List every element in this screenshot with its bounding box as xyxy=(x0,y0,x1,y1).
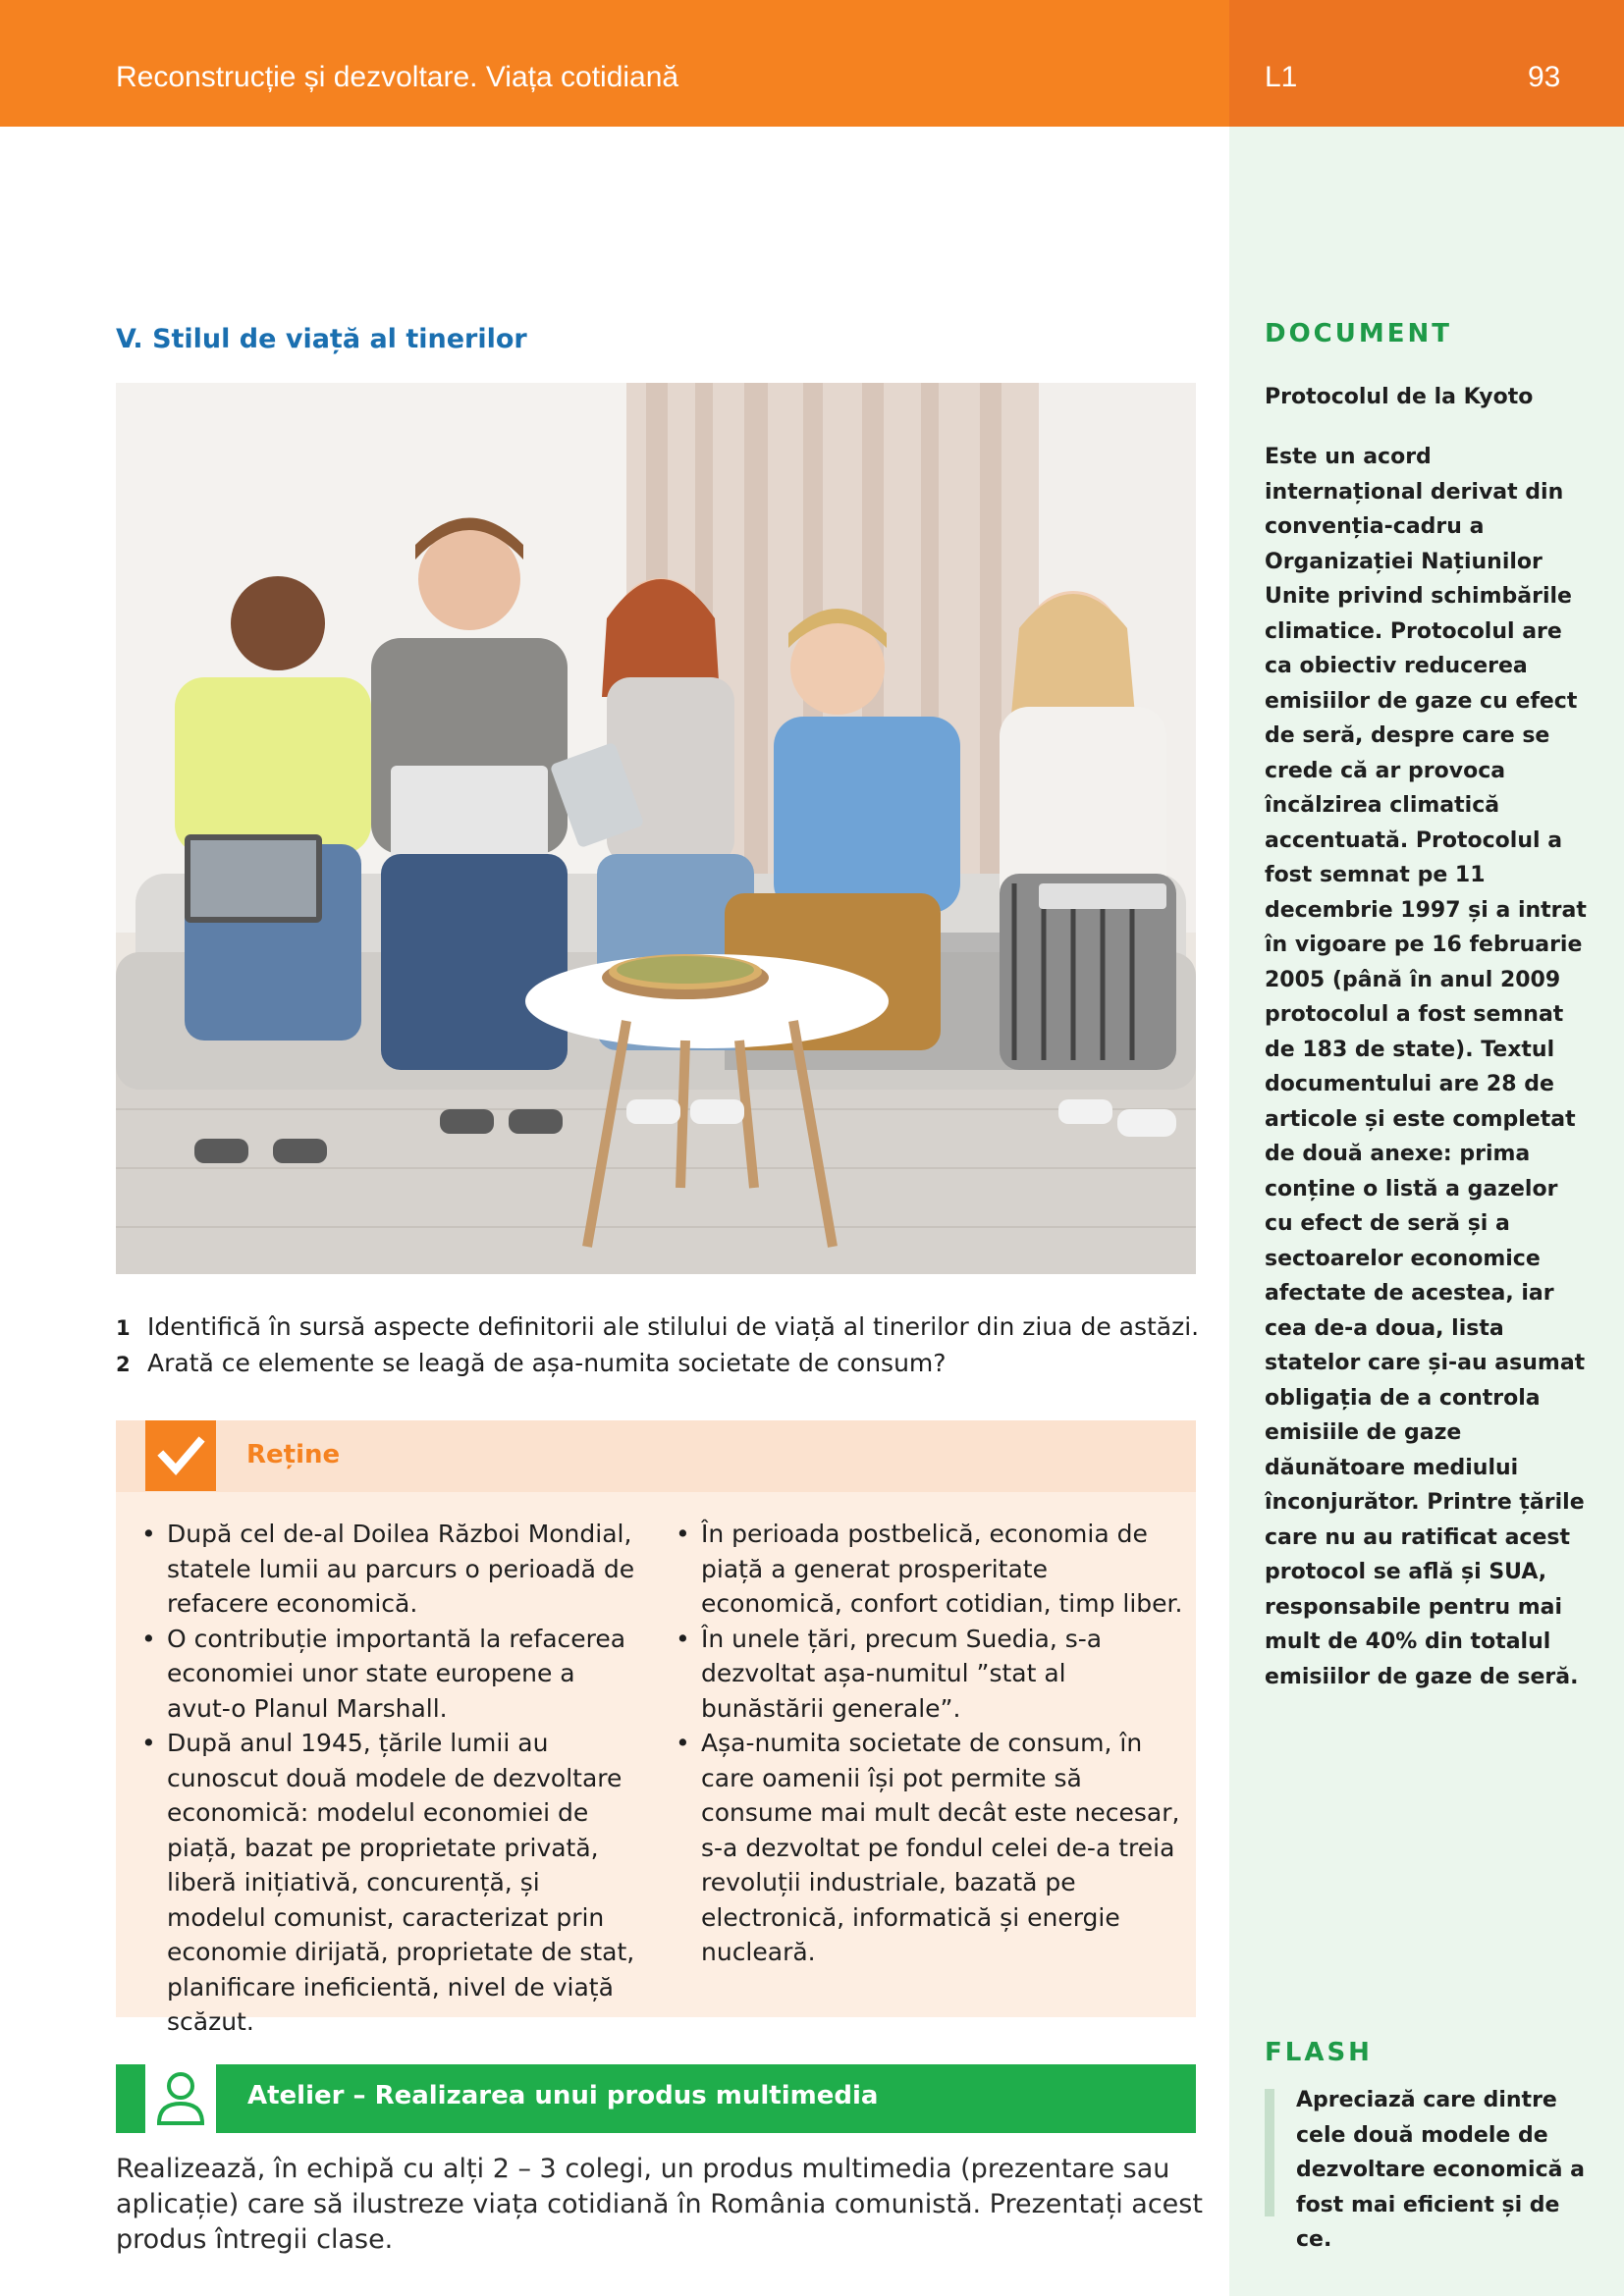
question-item xyxy=(116,1346,1206,1382)
question-text: Identifică în sursă aspecte definitorii ale stilului de viață al tinerilor din ziua de astăzi. xyxy=(147,1312,1200,1341)
retin-title: Reține xyxy=(246,1440,341,1469)
question-number: 2 xyxy=(116,1353,131,1376)
flash-bar xyxy=(1265,2089,1274,2216)
question-number: 1 xyxy=(116,1316,131,1340)
list-item: • După cel de-al Doilea Război Mondial, statele lumii au parcurs o perioadă de refacere economică. xyxy=(135,1517,646,1622)
list-item: • În perioada postbelică, economia de piață a generat prosperitate economică, confort cotidian, timp liber. xyxy=(670,1517,1190,1622)
lesson-code: L1 xyxy=(1265,61,1298,93)
flash-label: FLASH xyxy=(1265,2038,1373,2067)
teenagers-illustration xyxy=(116,383,1196,1274)
header-title: Reconstrucție și dezvoltare. Viața cotidiană xyxy=(116,61,679,93)
document-text: Este un acord internațional derivat din convenția-cadru a Organizației Națiunilor Unite privind schimbările climatice. Protocolul are ca obiectiv reducerea emisiilor de gaze cu efect de seră, despre care se crede că ar provoca încălzirea climatică accentuată. Protocolul a fost semnat pe 11 decembrie 1997 și a intrat în vigoare pe 16 februarie 2005 (până în anul 2009 protocolul a fost semnat de 183 de state). Textul documentului are 28 de articole și este completat de două anexe: prima conține o listă a gazelor cu efect de seră și a sectoarelor economice afectate de acestea, iar cea de-a doua, lista statelor care și-au asumat obligația de a controla emisiile de gaze dăunătoare mediului înconjurător. Printre țările care nu au ratificat acest protocol se află și SUA, responsabile pentru mai mult de 40% din totalul emisiilor de gaze de seră. xyxy=(1265,445,1587,1689)
retin-box xyxy=(116,1420,1196,2036)
page-header xyxy=(0,0,1229,127)
section-title: V. Stilul de viață al tinerilor xyxy=(116,324,527,354)
retin-column-right xyxy=(670,1517,1190,1970)
checkmark-icon xyxy=(145,1420,216,1491)
flash-text: Apreciază care dintre cele două modele de dezvoltare economică a fost mai eficient și de ce. xyxy=(1296,2088,1585,2252)
list-item: • În unele țări, precum Suedia, s-a dezvoltat așa-numitul ”stat al bunăstării generale”. xyxy=(670,1622,1190,1727)
atelier-text: Realizează, în echipă cu alți 2 – 3 colegi, un produs multimedia (prezentare sau aplicație) care să ilustreze viața cotidiană în România comunistă. Prezentați acest produs întregii clase. xyxy=(116,2154,1203,2255)
atelier-header xyxy=(116,2064,1196,2133)
question-text: Arată ce elemente se leagă de așa-numita societate de consum? xyxy=(147,1349,947,1377)
retin-header xyxy=(116,1420,1196,1492)
page-header-right xyxy=(1229,0,1624,127)
document-title: Protocolul de la Kyoto xyxy=(1265,385,1534,409)
retin-column-left xyxy=(135,1517,646,2040)
list-item: • O contribuție importantă la refacerea economiei unor state europene a avut-o Planul Marshall. xyxy=(135,1622,646,1727)
list-item: • Așa-numita societate de consum, în care oamenii își pot permite să consume mai mult decât este necesar, s-a dezvoltat pe fondul celei de-a treia revoluții industriale, bazată pe electronică, informatică și energie nucleară. xyxy=(670,1726,1190,1970)
teenagers-photo xyxy=(116,383,1196,1274)
document-label: DOCUMENT xyxy=(1265,319,1453,348)
person-icon xyxy=(145,2064,216,2133)
questions-list xyxy=(116,1309,1206,1382)
list-item: • După anul 1945, țările lumii au cunoscut două modele de dezvoltare economică: modelul economiei de piață, bazat pe proprietate privată, liberă inițiativă, concurență, și modelul comunist, caracterizat prin economie dirijată, proprietate de stat, planificare ineficientă, nivel de viață scăzut. xyxy=(135,1726,646,2040)
atelier-title: Atelier – Realizarea unui produs multimedia xyxy=(247,2081,879,2110)
page-number: 93 xyxy=(1528,61,1561,93)
question-item xyxy=(116,1309,1206,1346)
